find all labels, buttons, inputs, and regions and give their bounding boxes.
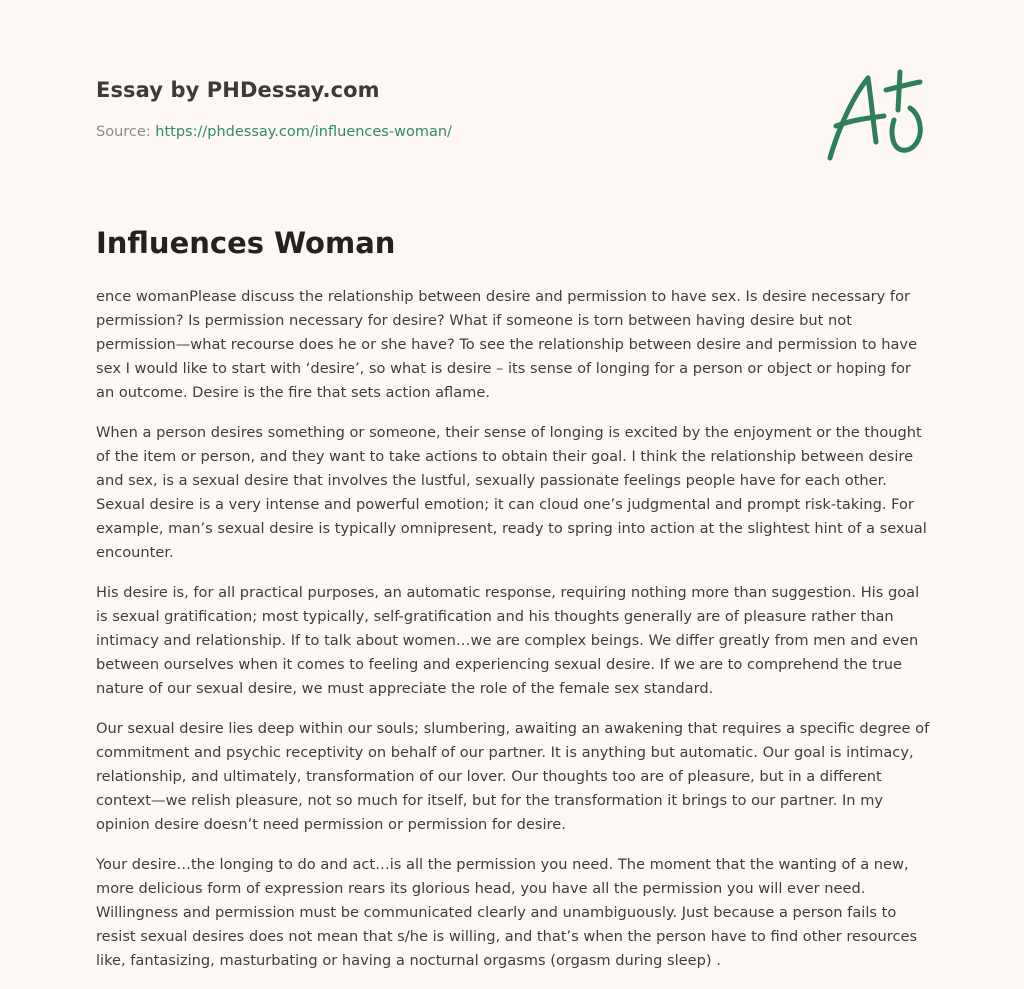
logo-plus-loop: [892, 108, 920, 150]
essay-paragraph: His desire is, for all practical purposes, an automatic response, requiring nothing more than suggestion. His goal is sexual gratification; most typically, self-gratification and his thoughts generally are of pleasure rather than intimacy and relationship. If to talk about women…we are complex beings. We differ greatly from men and even between ourselves when it comes to feeling and experiencing sexual desire. If we are to comprehend the true nature of our sexual desire, we must appreciate the role of the female sex standard.: [96, 584, 920, 697]
site-title: Essay by PHDessay.com: [96, 78, 380, 102]
source-link[interactable]: https://phdessay.com/influences-woman/: [155, 124, 452, 140]
essay-title: Influences Woman: [96, 226, 396, 260]
essay-paragraph: Your desire…the longing to do and act…is all the permission you need. The moment that the wanting of a new, more delicious form of expression rears its glorious head, you have all the permission you will ever need. Willingness and permission must be communicated clearly and unambiguously. Just because a person fails to resist sexual desires does not mean that s/he is willing, and that’s when the person have to find other resources like, fantasizing, masturbating or having a nocturnal orgasms (orgasm during sleep) .: [96, 856, 918, 969]
essay-body: [96, 285, 930, 989]
source-label: Source:: [96, 124, 151, 140]
essay-paragraph: When a person desires something or someone, their sense of longing is excited by the enjoyment or the thought of the item or person, and they want to take actions to obtain their goal. I think the relationship between desire and sex, is a sexual desire that involves the lustful, sexually passionate feelings people have for each other. Sexual desire is a very intense and powerful emotion; it can cloud one’s judgmental and prompt risk-taking. For example, man’s sexual desire is typically omnipresent, ready to spring into action at the slightest hint of a sexual encounter.: [96, 424, 927, 561]
logo-a-right-stroke: [868, 78, 876, 142]
essay-paragraph: ence womanPlease discuss the relationship between desire and permission to have sex. Is desire necessary for permission? Is permission necessary for desire? What if someone is torn between having desire but not permission—what recourse does he or she have? To see the relationship between desire and permission to have sex I would like to start with ‘desire’, so what is desire – its sense of longing for a person or object or hoping for an outcome. Desire is the fire that sets action aflame.: [96, 288, 918, 401]
source-line: [96, 124, 452, 140]
a-plus-logo-icon: [824, 68, 928, 164]
logo-plus-horizontal: [886, 82, 920, 90]
essay-paragraph: Our sexual desire lies deep within our souls; slumbering, awaiting an awakening that requires a specific degree of commitment and psychic receptivity on behalf of our partner. It is anything but automatic. Our goal is intimacy, relationship, and ultimately, transformation of our lover. Our thoughts too are of pleasure, but in a different context—we relish pleasure, not so much for itself, but for the transformation it brings to our partner. In my opinion desire doesn’t need permission or permission for desire.: [96, 720, 930, 833]
logo-plus-vertical: [898, 72, 900, 110]
